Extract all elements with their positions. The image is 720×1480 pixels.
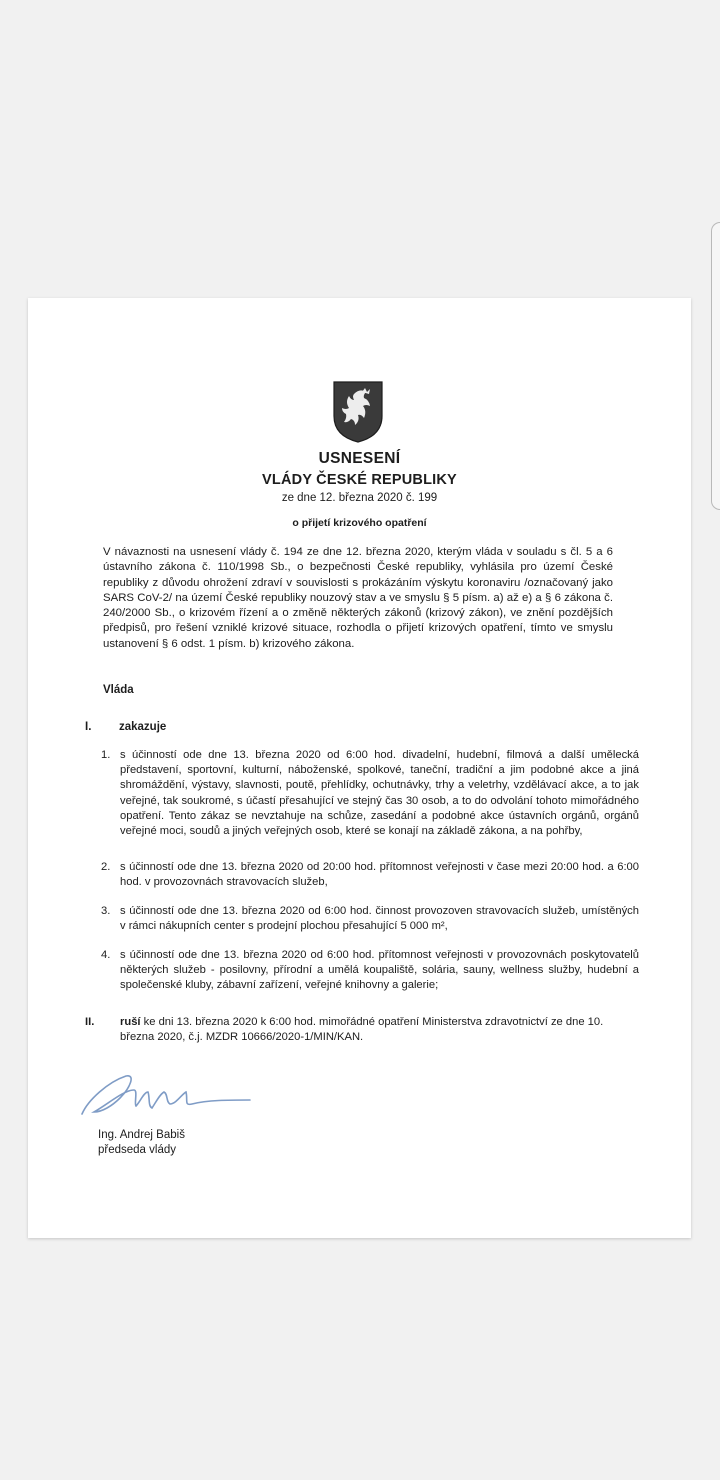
document-title: USNESENÍ: [318, 450, 401, 467]
section-ii-text: ke dni 13. března 2020 k 6:00 hod. mimořádné opatření Ministerstva zdravotnictví ze dne 10. března 2020, č.j. MZDR 10666/2020-1/MIN/KAN.: [120, 1016, 604, 1044]
document-page: [28, 298, 691, 1238]
czech-coat-of-arms-icon: [332, 380, 384, 444]
list-item-number: 1.: [101, 749, 111, 761]
section-i-label: zakazuje: [119, 721, 167, 733]
section-ii-number: II.: [85, 1016, 95, 1028]
list-item-number: 3.: [101, 905, 111, 917]
list-item: [101, 904, 639, 934]
signature: [78, 1070, 258, 1120]
intro-paragraph: V návaznosti na usnesení vlády č. 194 ze dne 12. března 2020, kterým vláda v souladu s čl. 5 a 6 ústavního zákona č. 110/1998 Sb., o bezpečnosti České republiky, vyhlásila pro území České republiky z důvodu ohrožení zdraví v souvislosti s prokázáním výskytu koronaviru /označovaný jako SARS CoV-2/ na území České republiky nouzový stav a ve smyslu § 5 písm. a) až e) a § 6 zákona č. 240/2000 Sb., o krizovém řízení a o změně některých zákonů (krizový zákon), ve znění pozdějších předpisů, pro řešení vzniklé krizové situace, rozhodla o přijetí krizových opatření, tímto ve smyslu ustanovení § 6 odst. 1 písm. b) krizového zákona.: [103, 546, 613, 650]
document-subtitle: VLÁDY ČESKÉ REPUBLIKY: [262, 472, 457, 488]
scrollbar-handle[interactable]: [711, 222, 720, 510]
signer-role: předseda vlády: [98, 1144, 176, 1156]
section-ii-keyword: ruší: [120, 1016, 141, 1028]
list-item: [101, 948, 639, 994]
document-date: ze dne 12. března 2020 č. 199: [281, 492, 438, 504]
list-item-number: 4.: [101, 949, 111, 961]
list-item-text: s účinností ode dne 13. března 2020 od 6:00 hod. činnost provozoven stravovacích služeb, umístěných v rámci nákupních center s prodejní plochou přesahující 5 000 m²,: [120, 905, 639, 933]
list-item: [101, 748, 639, 839]
signer-name: Ing. Andrej Babiš: [98, 1129, 185, 1141]
list-item-number: 2.: [101, 861, 111, 873]
signer-block: [98, 1128, 185, 1158]
document-subject: o přijetí krizového opatření: [292, 517, 427, 529]
list-item-text: s účinností ode dne 13. března 2020 od 6:00 hod. přítomnost veřejnosti v provozovnách poskytovatelů některých služeb - posilovny, přírodní a umělá koupaliště, solária, sauny, wellness služby, hudební a společenské kluby, zábavní zařízení, veřejné knihovny a galerie;: [120, 949, 639, 992]
section-ii: [85, 1015, 633, 1045]
list-item-text: s účinností ode dne 13. března 2020 od 20:00 hod. přítomnost veřejnosti v čase mezi 20:00 hod. a 6:00 hod. v provozovnách stravovacích služeb,: [120, 861, 639, 889]
list-item: [101, 860, 639, 890]
list-item-text: s účinností ode dne 13. března 2020 od 6:00 hod. divadelní, hudební, filmová a další umělecká představení, sportovní, kulturní, náboženské, spolkové, taneční, tradiční a jim podobné akce a jiná shromáždění, výstavy, slavnosti, poutě, přehlídky, ochutnávky, trhy a veletrhy, vzdělávací akce, a to jak veřejné, tak soukromé, s účastí přesahující ve stejný čas 30 osob, a to do odvolání tohoto mimořádného opatření. Tento zákaz se nevztahuje na schůze, zasedání a podobné akce ústavních orgánů, orgánů veřejné moci, soudů a jiných veřejných osob, které se konají na základě zákona, a na pohřby,: [120, 749, 639, 838]
actor-label: Vláda: [103, 684, 134, 696]
section-i-number: I.: [85, 721, 92, 733]
